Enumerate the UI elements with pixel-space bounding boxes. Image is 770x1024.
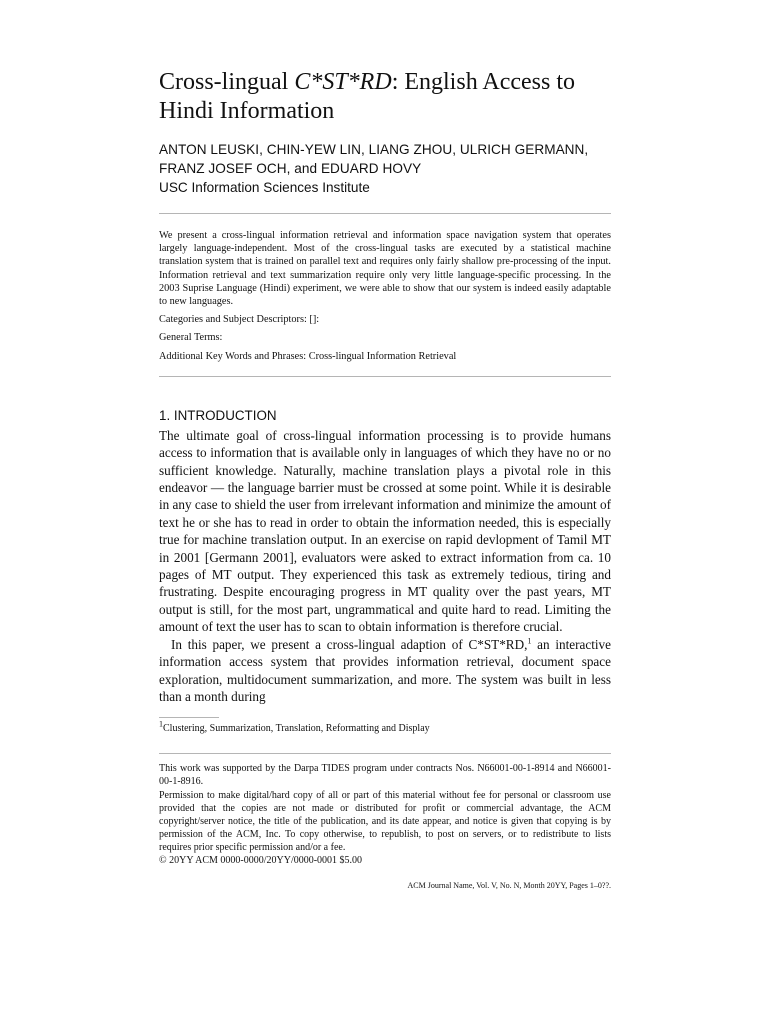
intro-p2-end: an interactive information access system that provides information retrieval, document space exploration, multidocument summarization, and more. The system was built in less than a month during: [159, 636, 611, 704]
intro-body: [159, 427, 611, 706]
footnote-marker: 1: [527, 636, 532, 646]
paper-page: [159, 68, 611, 891]
footnote: [159, 722, 611, 735]
intro-paragraph-1: The ultimate goal of cross-lingual information processing is to provide humans access to information that is available only in languages of which they have no or no sufficient knowledge. Naturally, machine translation plays a pivotal role in this endeavor — the language barrier must be crossed at some point. While it is desirable in any case to shield the user from irrelevant information and minimize the amount of text he or she has to read in order to obtain the information needed, this is especially true for machine translation output. In an exercise on rapid devlopment of Tamil MT in 2001 [Germann 2001], evaluators were asked to extract information from ca. 10 pages of MT output. They experienced this task as extremely tedious, tiring and frustrating. Despite encouraging progress in MT quality over the past years, MT output is still, for the most part, ungrammatical and quite hard to read. Limiting the amount of text the user has to scan to obtain information is therefore crucial.: [159, 427, 611, 635]
footnote-rule: [159, 717, 219, 718]
permission-text: Permission to make digital/hard copy of all or part of this material without fee for personal or classroom use provided that the copies are not made or distributed for profit or commercial advantage, the ACM copyright/server notice, the title of the publication, and its date appear, and notice is given that copying is by permission of the ACM, Inc. To copy otherwise, to republish, to post on servers, or to redistribute to lists requires prior specific permission and/or a fee.: [159, 789, 611, 853]
title-part1: Cross-lingual: [159, 69, 295, 95]
journal-footer: ACM Journal Name, Vol. V, No. N, Month 20YY, Pages 1–0??.: [407, 881, 611, 891]
intro-paragraph-2: [159, 636, 611, 706]
abstract: We present a cross-lingual information retrieval and information space navigation system that operates largely language-independent. Most of the cross-lingual tasks are executed by a statistical machine translation system that is trained on parallel text and requires only fairly shallow pre-processing of the input. Information retrieval and text summarization require only very little language-specific processing. In the 2003 Suprise Language (Hindi) experiment, we were able to show that our system is indeed easily adaptable to new languages.: [159, 230, 611, 308]
section-heading: 1. INTRODUCTION: [159, 407, 277, 423]
author-list: ANTON LEUSKI, CHIN-YEW LIN, LIANG ZHOU, ULRICH GERMANN, FRANZ JOSEF OCH, and EDUARD HOVY: [159, 142, 589, 176]
title-italic: C*ST*RD: [294, 69, 392, 95]
funding-notice: [159, 762, 611, 867]
categories: Categories and Subject Descriptors: []:: [159, 314, 320, 326]
title-part2: : English Access to Hindi Information: [159, 69, 576, 124]
support-text: This work was supported by the Darpa TIDES program under contracts Nos. N66001-00-1-8914 and N66001-00-1-8916.: [159, 763, 611, 788]
copyright-line: © 20YY ACM 0000-0000/20YY/0000-0001 $5.00: [159, 854, 363, 866]
general-terms: General Terms:: [159, 332, 223, 344]
paper-title: [159, 68, 611, 126]
divider-footer: [159, 753, 611, 754]
footnote-text: Clustering, Summarization, Translation, Reformatting and Display: [163, 723, 430, 735]
intro-p2-start: In this paper, we present a cross-lingual adaption of C*ST*RD,: [171, 636, 528, 652]
divider-abstract-end: [159, 376, 611, 377]
divider-top: [159, 213, 611, 214]
keywords: Additional Key Words and Phrases: Cross-lingual Information Retrieval: [159, 350, 457, 362]
footnote-number: 1: [159, 720, 163, 729]
affiliation: USC Information Sciences Institute: [159, 180, 370, 195]
